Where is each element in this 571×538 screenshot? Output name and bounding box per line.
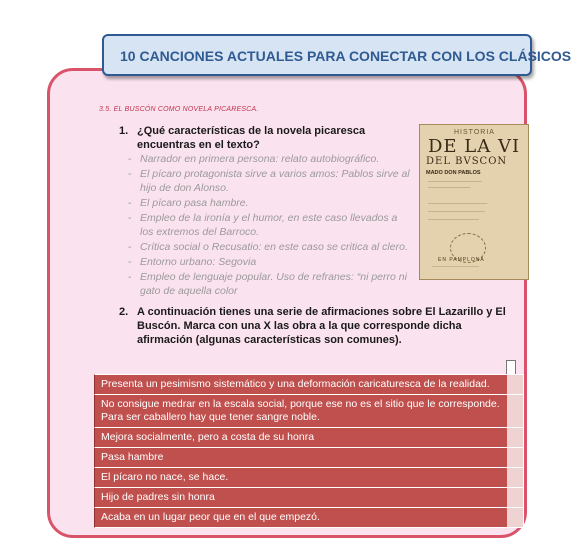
question-1-text: ¿Qué características de la novela picaresca encuentras en el texto?	[137, 125, 366, 151]
title-banner	[102, 34, 571, 76]
book-fine-print: ───────────────	[428, 185, 471, 190]
answer-cell[interactable]	[507, 428, 523, 447]
question-1-number: 1.	[119, 125, 129, 137]
table-row	[94, 394, 524, 428]
section-heading: 3.5. EL BUSCÓN COMO NOVELA PICARESCA.	[99, 106, 259, 113]
answer-item: - Narrador en primera persona: relato autobiográfico.	[138, 152, 413, 166]
answer-item: - Entorno urbano: Segovia	[138, 255, 413, 269]
statements-table	[94, 375, 524, 528]
statement-text: No consigue medrar en la escala social, porque ese no es el sitio que le corresponde. Para ser caballero hay que tener sangre noble.	[101, 398, 500, 423]
answer-item: - Empleo de la ironía y el humor, en este caso llevados a los extremos del Barroco.	[138, 211, 413, 239]
answer-list	[138, 152, 413, 299]
book-fine-print: ───────────────────	[428, 179, 482, 184]
answer-cell[interactable]	[507, 395, 523, 427]
question-2-text: A continuación tienes una serie de afirmaciones sobre El Lazarillo y El Buscón. Marca con una X las obra a la que corresponde dicha afirmación (algunas características son comunes).	[137, 306, 506, 346]
book-cover-place: EN PAMPLONA	[438, 257, 485, 263]
answer-item: - Empleo de lenguaje popular. Uso de refranes: “ni perro ni gato de aquella color	[138, 270, 413, 298]
answer-item: - Crítica social o Recusatio: en este caso se critica al clero.	[138, 240, 413, 254]
answer-cell[interactable]	[507, 468, 523, 487]
table-row	[94, 427, 524, 448]
book-fine-print: ───────────────────	[432, 265, 480, 269]
book-cover-image	[419, 124, 529, 280]
book-cover-line: DEL BVSCON	[426, 156, 508, 167]
book-cover-line: DE LA VI	[428, 136, 521, 157]
banner-title: 10 CANCIONES ACTUALES PARA CONECTAR CON LOS CLÁSICOS	[120, 48, 571, 64]
book-cover-line: HISTORIA	[454, 129, 495, 136]
answer-item: - El pícaro protagonista sirve a varios amos: Pablos sirve al hijo de don Alonso.	[138, 167, 413, 195]
statement-text: Hijo de padres sin honra	[101, 491, 215, 503]
statement-text: Presenta un pesimismo sistemático y una deformación caricaturesca de la realidad.	[101, 378, 490, 390]
statement-text: Acaba en un lugar peor que en el que empezó.	[101, 511, 320, 523]
answer-item: - El pícaro pasa hambre.	[138, 196, 413, 210]
question-2-number: 2.	[119, 306, 129, 318]
book-fine-print: ─────────────────────	[428, 201, 488, 206]
answer-cell[interactable]	[507, 508, 523, 527]
table-row	[94, 487, 524, 508]
book-fine-print: ────────────────────	[428, 209, 485, 214]
table-row	[94, 467, 524, 488]
answer-cell[interactable]	[507, 488, 523, 507]
book-cover-line: MADO DON PABLOS	[426, 170, 481, 176]
answer-cell[interactable]	[507, 375, 523, 394]
statement-text: Mejora socialmente, pero a costa de su honra	[101, 431, 315, 443]
table-row	[94, 507, 524, 528]
statement-text: El pícaro no nace, se hace.	[101, 471, 229, 483]
statement-text: Pasa hambre	[101, 451, 164, 463]
table-row	[94, 374, 524, 395]
answer-cell[interactable]	[507, 448, 523, 467]
table-row	[94, 447, 524, 468]
book-fine-print: ──────────────────	[428, 217, 480, 222]
